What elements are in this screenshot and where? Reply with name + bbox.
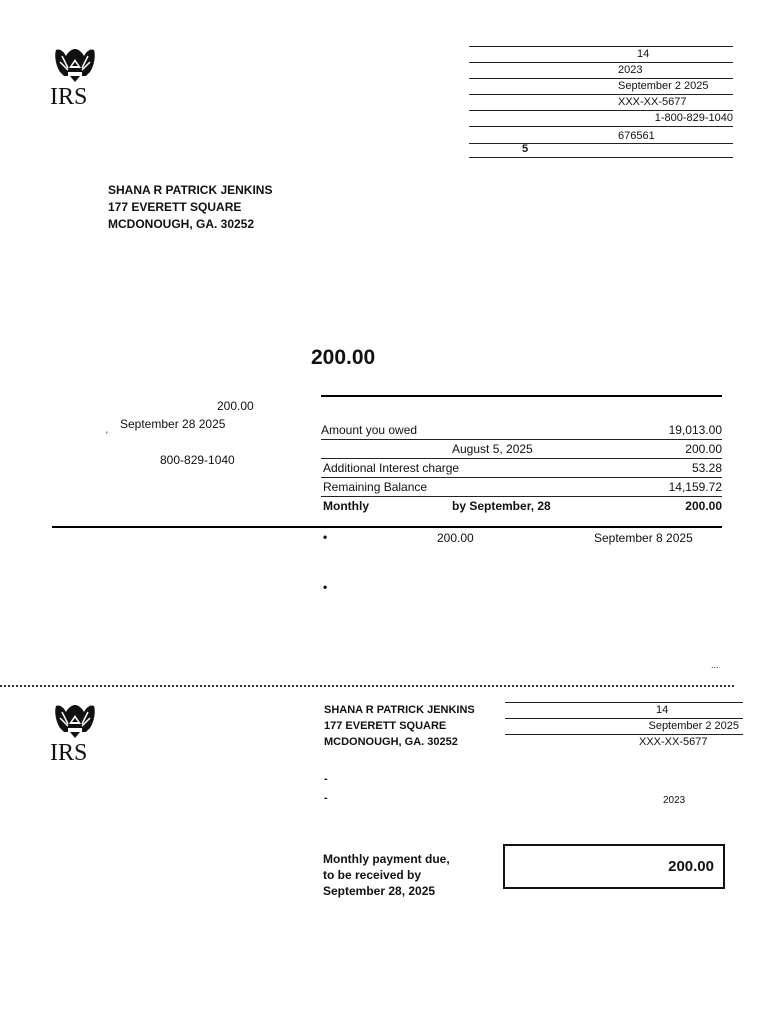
- stub-year: 2023: [663, 795, 686, 806]
- logo-text: IRS: [50, 84, 88, 110]
- stub-dash-2: -: [324, 792, 328, 804]
- amount-due: 200.00: [311, 346, 376, 369]
- stub-street: 177 EVERETT SQUARE: [324, 720, 447, 732]
- bullet-1: •: [323, 530, 328, 544]
- side-phone: 800-829-1040: [160, 453, 235, 467]
- header-row: 676561: [469, 126, 733, 143]
- eagle-icon: [50, 46, 100, 86]
- stub-info-table: [505, 702, 743, 750]
- irs-logo: [50, 46, 110, 108]
- header-row: 2023: [469, 62, 733, 78]
- recipient-city: MCDONOUGH, GA. 30252: [108, 217, 255, 231]
- box-amount: 200.00: [668, 858, 714, 875]
- logo-text: IRS: [50, 740, 88, 766]
- bullet-1-amount: 200.00: [437, 531, 474, 545]
- stub-row: 14: [505, 702, 743, 718]
- side-date: September 28 2025: [120, 417, 226, 431]
- section-divider: [52, 526, 722, 528]
- eagle-icon: [50, 702, 100, 742]
- balance-row-monthly: Monthly by September, 28 200.00: [321, 496, 722, 515]
- recipient-street: 177 EVERETT SQUARE: [108, 200, 242, 214]
- monthly-due-label: Monthly payment due, to be received by September 28, 2025: [323, 852, 450, 898]
- header-row: 14: [469, 46, 733, 62]
- header-row: 5: [469, 143, 733, 158]
- header-row: September 2 2025: [469, 78, 733, 94]
- side-amount: 200.00: [217, 399, 254, 413]
- balance-table: [321, 395, 722, 515]
- bullet-1-date: September 8 2025: [594, 531, 693, 545]
- balance-row-remaining: Remaining Balance 14,159.72: [321, 477, 722, 496]
- amount-enclosed-box: [503, 844, 725, 889]
- stub-row: September 2 2025: [505, 718, 743, 734]
- stub-address: [324, 702, 475, 750]
- balance-row-owed: Amount you owed 19,013.00: [321, 423, 722, 437]
- header-row: 1-800-829-1040: [469, 110, 733, 126]
- ellipsis: ...: [711, 660, 719, 670]
- recipient-address: [108, 182, 272, 233]
- tear-off-line: [0, 685, 734, 687]
- stub-name: SHANA R PATRICK JENKINS: [324, 704, 475, 716]
- recipient-name: SHANA R PATRICK JENKINS: [108, 183, 273, 197]
- balance-row-payment: August 5, 2025 200.00: [321, 439, 722, 458]
- stub-row: XXX-XX-5677: [505, 734, 743, 750]
- bullet-2: •: [323, 580, 328, 594]
- header-row: XXX-XX-5677: [469, 94, 733, 110]
- balance-row: [321, 397, 722, 421]
- side-tick: ': [106, 430, 108, 440]
- header-info-table: [469, 46, 733, 158]
- balance-row-interest: Additional Interest charge 53.28: [321, 458, 722, 477]
- irs-logo-stub: [50, 702, 110, 764]
- stub-dash-1: -: [324, 773, 328, 785]
- stub-city: MCDONOUGH, GA. 30252: [324, 736, 458, 748]
